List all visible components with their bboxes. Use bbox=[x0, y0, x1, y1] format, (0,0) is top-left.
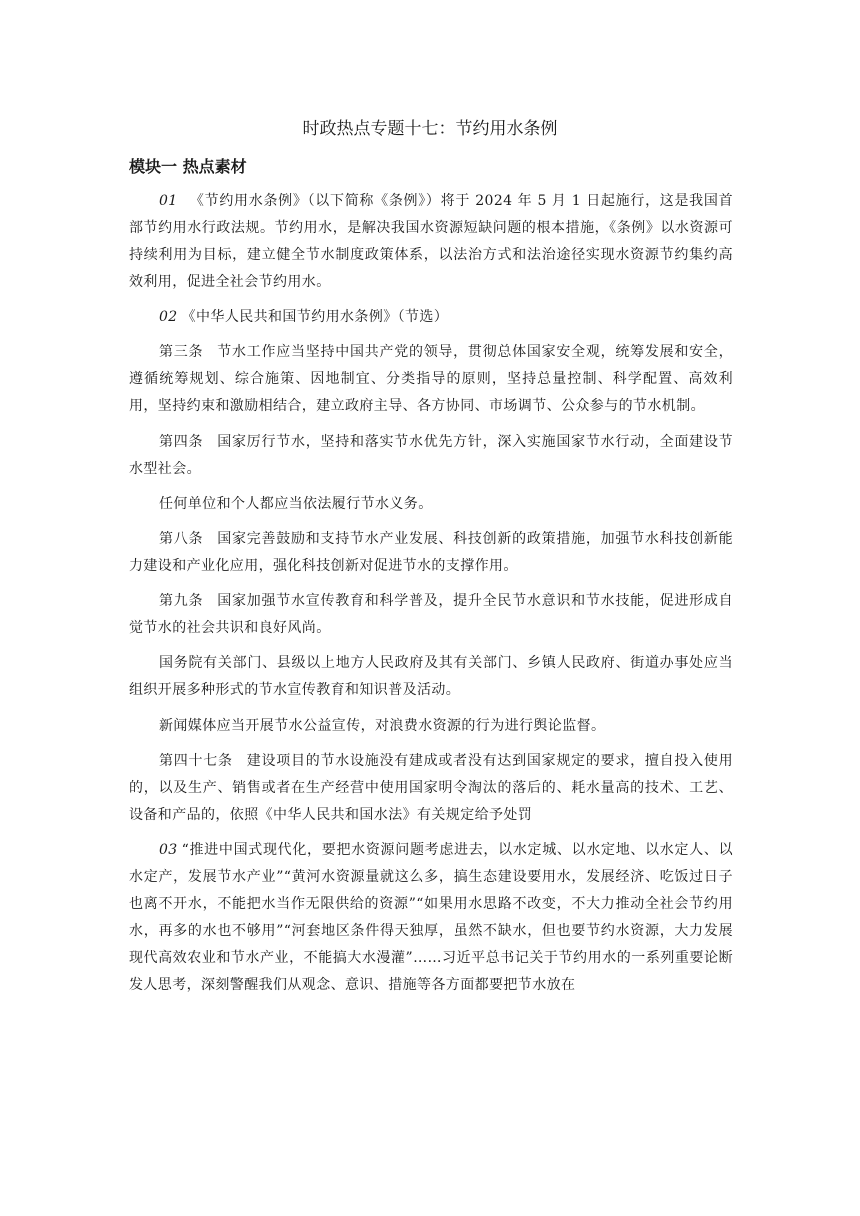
article-9 bbox=[129, 588, 733, 642]
article-label: 第九条 bbox=[159, 593, 204, 610]
paragraph-03 bbox=[129, 837, 733, 999]
paragraph-media: 新闻媒体应当开展节水公益宣传，对浪费水资源的行为进行舆论监督。 bbox=[159, 717, 606, 734]
article-text: 国家加强节水宣传教育和科学普及，提升全民节水意识和节水技能，促进形成自觉节水的社会共识和良好风尚。 bbox=[129, 593, 734, 637]
article-text: 建设项目的节水设施没有建成或者没有达到国家规定的要求，擅自投入使用的，以及生产、销售或者在生产经营中使用国家明令淘汰的落后的、耗水量高的技术、工艺、设备和产品的，依照《中华人民共和国水法》有关规定给予处罚 bbox=[129, 752, 733, 823]
item-number: 02 bbox=[159, 309, 178, 326]
paragraph-text: “推进中国式现代化，要把水资源问题考虑进去，以水定城、以水定地、以水定人、以水定产，发展节水产业”“黄河水资源量就这么多，搞生态建设要用水，发展经济、吃饭过日子也离不开水，不能把水当作无限供给的资源”“如果用水思路不改变，不大力推动全社会节约用水，再多的水也不够用”“河套地区条件得天独厚，虽然不缺水，但也要节约水资源，大力发展现代高效农业和节水产业，不能搞大水漫灌”……习近平总书记关于节约用水的一系列重要论断发人思考，深刻警醒我们从观念、意识、措施等各方面都要把节水放在 bbox=[129, 841, 733, 993]
article-text: 节水工作应当坚持中国共产党的领导，贯彻总体国家安全观，统筹发展和安全，遵循统筹规划、综合施策、因地制宜、分类指导的原则，坚持总量控制、科学配置、高效利用，坚持约束和激励相结合，建立政府主导、各方协同、市场调节、公众参与的节水机制。 bbox=[129, 344, 734, 415]
article-3 bbox=[129, 339, 733, 420]
article-8 bbox=[129, 526, 733, 580]
article-label: 第四十七条 bbox=[159, 752, 233, 769]
article-label: 第四条 bbox=[159, 433, 204, 450]
document-body bbox=[129, 188, 733, 1007]
article-label: 第三条 bbox=[159, 344, 204, 361]
paragraph-publicity: 国务院有关部门、县级以上地方人民政府及其有关部门、乡镇人民政府、街道办事处应当组织开展多种形式的节水宣传教育和知识普及活动。 bbox=[129, 655, 733, 699]
article-4 bbox=[129, 429, 733, 483]
paragraph-02 bbox=[129, 304, 733, 331]
paragraph-obligation: 任何单位和个人都应当依法履行节水义务。 bbox=[159, 495, 433, 512]
paragraph-01 bbox=[129, 188, 733, 296]
article-label: 第八条 bbox=[159, 530, 204, 547]
item-number: 01 bbox=[159, 193, 178, 209]
article-47 bbox=[129, 748, 733, 829]
item-number: 03 bbox=[159, 841, 178, 858]
article-text: 国家厉行节水，坚持和落实节水优先方针，深入实施国家节水行动，全面建设节水型社会。 bbox=[129, 433, 734, 477]
document-title: 时政热点专题十七：节约用水条例 bbox=[302, 119, 558, 139]
module-heading: 模块一 热点素材 bbox=[129, 157, 247, 176]
article-text: 国家完善鼓励和支持节水产业发展、科技创新的政策措施，加强节水科技创新能力建设和产业化应用，强化科技创新对促进节水的支撑作用。 bbox=[129, 530, 734, 574]
paragraph-text: 《中华人民共和国节约用水条例》（节选） bbox=[181, 309, 449, 326]
paragraph-text: 《节约用水条例》（以下简称《条例》）将于 2024 年 5 月 1 日起施行，这是我国首部节约用水行政法规。节约用水，是解决我国水资源短缺问题的根本措施，《条例》以水资源可持续利用为目标，建立健全节水制度政策体系，以法治方式和法治途径实现水资源节约集约高效利用，促进全社会节约用水。 bbox=[129, 193, 733, 290]
